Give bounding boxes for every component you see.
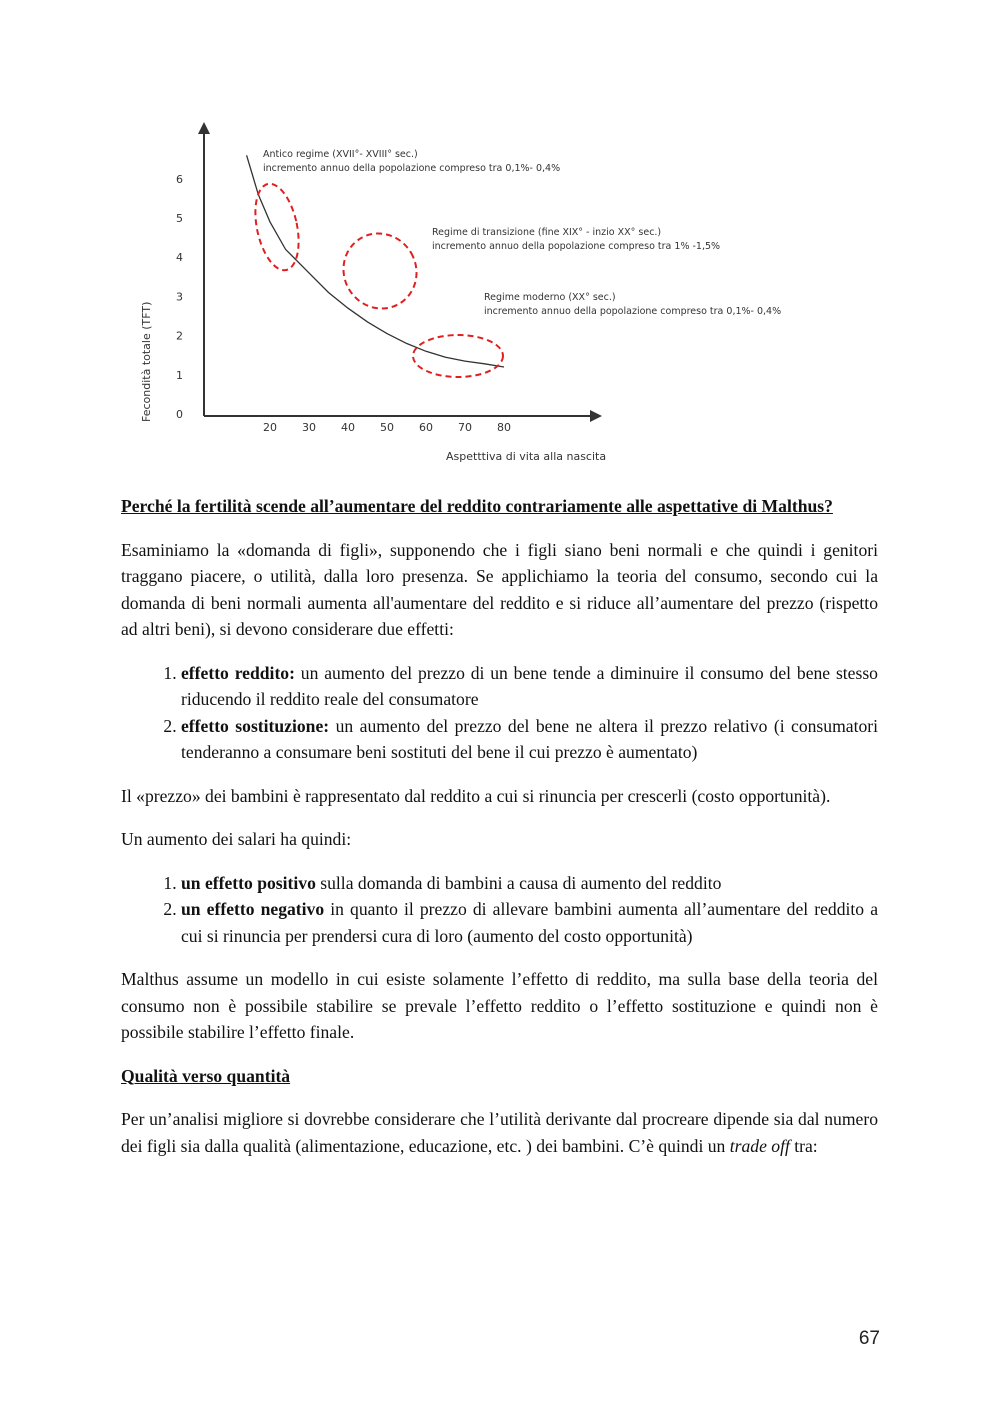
x-tick-label: 30 [302, 421, 316, 434]
list-item-substitution-effect [181, 713, 878, 766]
page-number: 67 [858, 1328, 880, 1349]
y-tick-label: 2 [176, 329, 183, 343]
annotation-ancient-line1: Antico regime (XVII°- XVIII° sec.) [263, 149, 418, 160]
y-tick-label: 1 [176, 368, 183, 382]
annotation-ancient-line2: incremento annuo della popolazione compreso tra 0,1%- 0,4% [263, 163, 561, 174]
paragraph-demand-for-children: Esaminiamo la «domanda di figli», supponendo che i figli siano beni normali e che quindi i genitori traggano piacere, o utilità, dalla loro presenza. Se applichiamo la teoria del consumo, secondo cui la domanda di beni normali aumenta all'aumentare del reddito e si riduce all’aumentare del prezzo (rispetto ad altri beni), si devono considerare due effetti: [121, 539, 878, 639]
fertility-chart [130, 120, 810, 470]
wage-effects-list [121, 870, 878, 950]
paragraph-wage-increase: Un aumento dei salari ha quindi: [121, 829, 352, 849]
annotation-transition-line1: Regime di transizione (fine XIX° - inzio XX° sec.) [432, 227, 662, 238]
list-item-positive-effect [181, 870, 878, 897]
paragraph-quality-quantity-start: Per un’analisi migliore si dovrebbe considerare che l’utilità derivante dal procreare dipende sia dal numero dei figli sia dalla qualità (alimentazione, educazione, etc. ) dei bambini. C’è quindi un [121, 1109, 878, 1156]
y-tick-label: 3 [176, 290, 183, 304]
term-income-effect: effetto reddito: [181, 662, 295, 683]
x-tick-label: 20 [263, 421, 277, 434]
y-axis-label: Fecondità totale (TFT) [140, 301, 153, 422]
section-heading-fertility: Perché la fertilità scende all’aumentare del reddito contrariamente alle aspettative di Malthus? [121, 496, 833, 516]
x-tick-label: 80 [497, 421, 511, 434]
term-substitution-effect: effetto sostituzione: [181, 715, 330, 736]
annotation-modern-line1: Regime moderno (XX° sec.) [484, 292, 616, 303]
chart-svg [130, 120, 810, 470]
document-body [121, 493, 878, 1176]
paragraph-quality-quantity [121, 1106, 878, 1159]
x-tick-label: 50 [380, 421, 394, 434]
definition-positive-effect: sulla domanda di bambini a causa di aumento del reddito [315, 872, 722, 893]
annotation-modern-line2: incremento annuo della popolazione compreso tra 0,1%- 0,4% [484, 306, 782, 317]
paragraph-price-of-children: Il «prezzo» dei bambini è rappresentato dal reddito a cui si rinuncia per crescerli (costo opportunità). [121, 785, 831, 806]
definition-negative-effect: in quanto il prezzo di allevare bambini aumenta all’aumentare del reddito a cui si rinuncia per prendersi cura di loro (aumento del costo opportunità) [181, 899, 878, 946]
effects-list [121, 660, 878, 766]
annotation-transition-line2: incremento annuo della popolazione compreso tra 1% -1,5% [432, 241, 721, 252]
y-tick-label: 0 [176, 408, 183, 421]
highlight-modern-regime [413, 335, 503, 377]
x-tick-label: 40 [341, 421, 355, 434]
y-tick-label: 5 [176, 212, 183, 225]
x-tick-label: 60 [419, 421, 433, 434]
y-tick-label: 6 [176, 172, 183, 186]
section-heading-quality-quantity: Qualità verso quantità [121, 1065, 291, 1086]
x-axis-label: Aspetttiva di vita alla nascita [446, 450, 607, 463]
definition-substitution-effect: un aumento del prezzo del bene ne altera il prezzo relativo (i consumatori tenderanno a consumare beni sostituti del bene il cui prezzo è aumentato) [181, 715, 879, 762]
list-item-negative-effect [181, 896, 878, 949]
definition-income-effect: un aumento del prezzo di un bene tende a diminuire il consumo del bene stesso riducendo il reddito reale del consumatore [181, 662, 878, 709]
paragraph-quality-quantity-end: tra: [789, 1135, 818, 1156]
term-positive-effect: un effetto positivo [181, 872, 316, 893]
paragraph-malthus-model: Malthus assume un modello in cui esiste solamente l’effetto di reddito, ma sulla base della teoria del consumo non è possibile stabilire se prevale l’effetto reddito o l’effetto sostituzione e quindi non è possibile stabilire l’effetto finale. [121, 969, 878, 1042]
highlight-transition-regime [330, 220, 430, 322]
term-negative-effect: un effetto negativo [181, 899, 325, 919]
x-tick-label: 70 [458, 421, 472, 434]
y-tick-label: 4 [176, 251, 183, 265]
term-trade-off: trade off [729, 1135, 790, 1156]
list-item-income-effect [181, 660, 878, 713]
fertility-curve [247, 155, 504, 367]
